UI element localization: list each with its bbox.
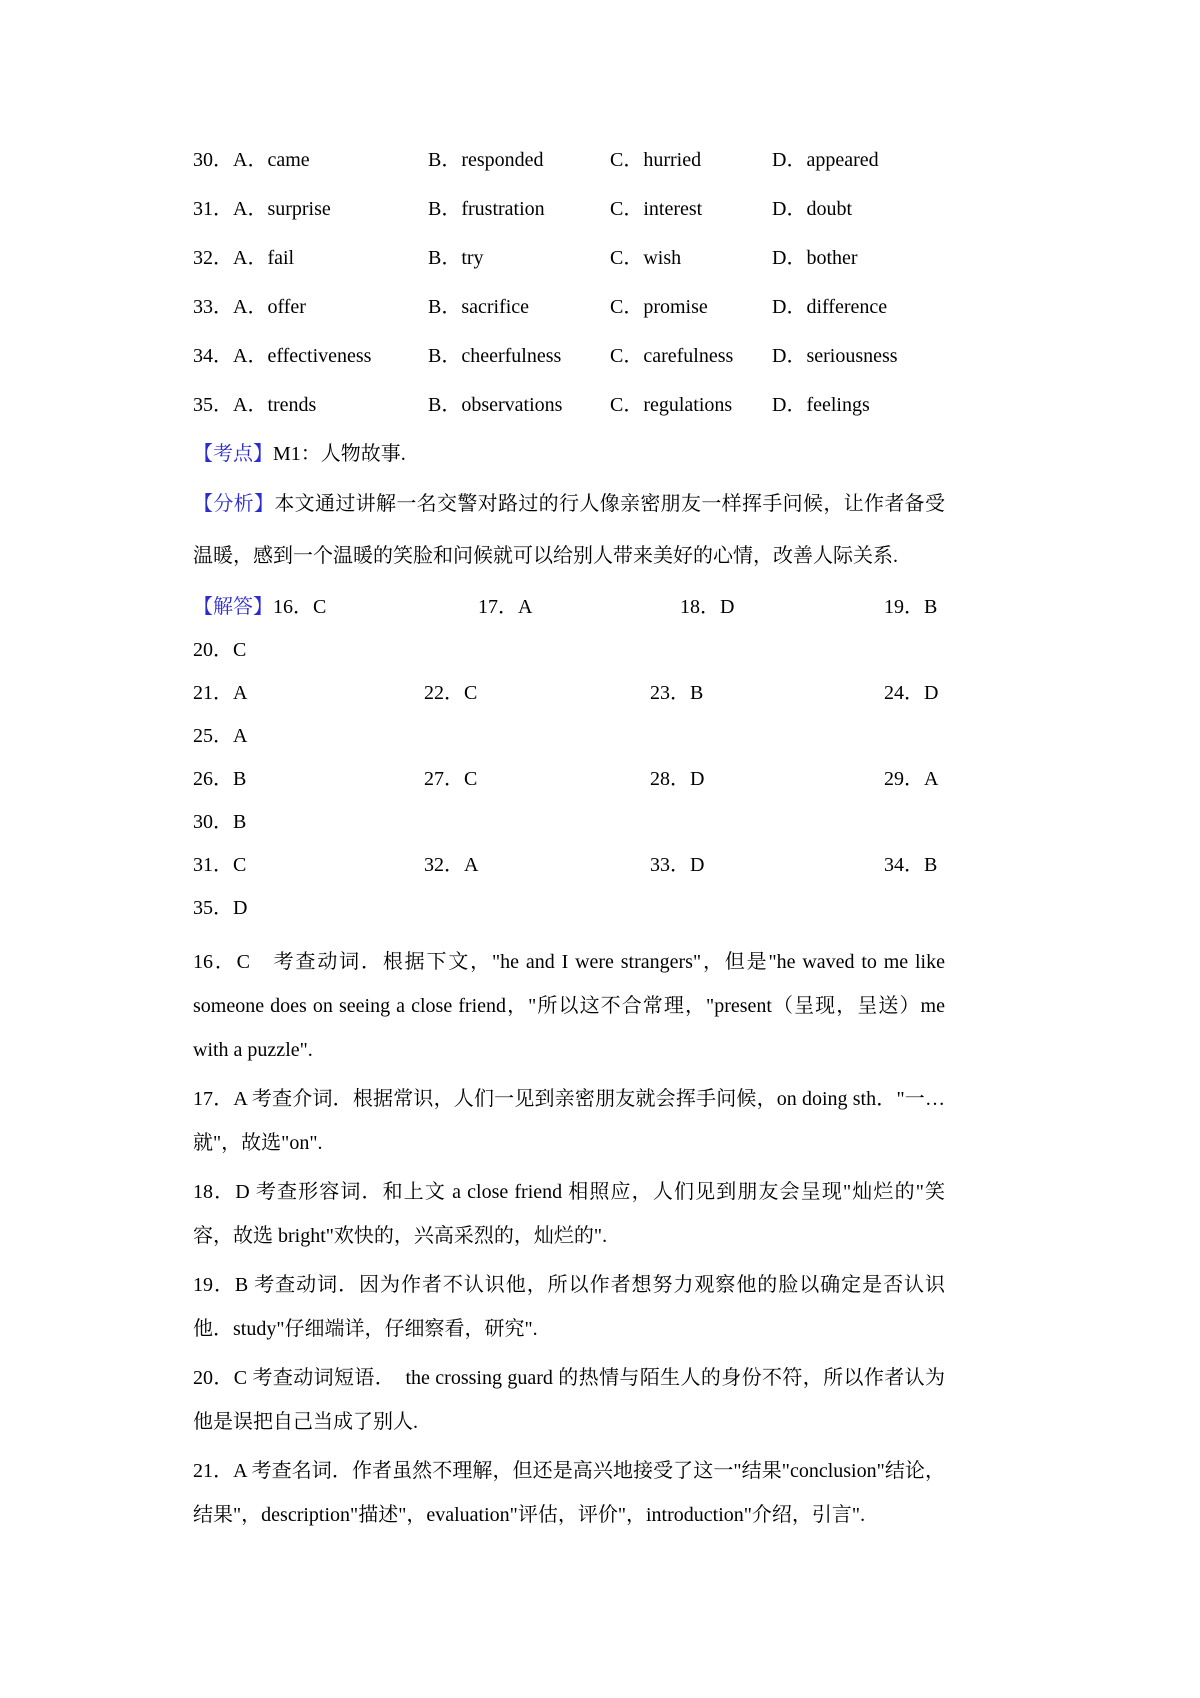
answer-cell: 30．B	[193, 811, 247, 833]
explanation-18: 18．D 考查形容词．和上文 a close friend 相照应，人们见到朋友会呈现"灿烂的"笑容，故选 bright"欢快的，兴高采烈的，灿烂的".	[193, 1181, 945, 1247]
question-row-34	[193, 332, 945, 381]
question-row-31	[193, 185, 945, 234]
option-c: C．promise	[610, 296, 708, 318]
answer-cell: 21．A	[193, 682, 248, 704]
option-d: D．difference	[772, 296, 888, 318]
answer-cell: 33．D	[650, 854, 705, 876]
answer-cell	[193, 586, 478, 629]
exam-point-line	[193, 431, 945, 478]
option-b: B．cheerfulness	[428, 345, 562, 367]
explanation-20: 20．C 考查动词短语． the crossing guard 的热情与陌生人的身份不符，所以作者认为他是误把自己当成了别人.	[193, 1367, 945, 1433]
analysis-label: 【分析】	[193, 493, 275, 515]
option-d: D．seriousness	[772, 345, 898, 367]
answer-row	[193, 586, 945, 629]
explanation-21: 21．A 考查名词．作者虽然不理解，但还是高兴地接受了这一"结果"conclusion"结论，结果"，description"描述"，evaluation"评估，评价"，introduction"介绍，引言".	[193, 1460, 945, 1526]
answer-cell: 18．D	[680, 596, 735, 618]
explanation-17: 17．A 考查介词．根据常识，人们一见到亲密朋友就会挥手问候，on doing sth．"一…就"，故选"on".	[193, 1088, 945, 1154]
option-a: 31．A．surprise	[193, 198, 331, 220]
answer-row	[193, 672, 945, 715]
option-b: B．frustration	[428, 198, 545, 220]
option-c: C．hurried	[610, 149, 702, 171]
question-row-35	[193, 381, 945, 430]
question-row-33	[193, 283, 945, 332]
answer-cell: 17．A	[478, 596, 533, 618]
answer-cell: 25．A	[193, 725, 248, 747]
exam-point-label: 【考点】	[193, 443, 273, 465]
explanation-19: 19．B 考查动词．因为作者不认识他，所以作者想努力观察他的脸以确定是否认识他．study"仔细端详，仔细察看，研究".	[193, 1274, 945, 1340]
option-a: 34．A．effectiveness	[193, 345, 372, 367]
answer-cell: 28．D	[650, 768, 705, 790]
option-b: B．sacrifice	[428, 296, 530, 318]
answer-label: 【解答】	[193, 596, 273, 618]
option-b: B．observations	[428, 394, 563, 416]
answer-row	[193, 758, 945, 801]
answer-cell: 32．A	[424, 854, 479, 876]
answer-cell: 23．B	[650, 682, 704, 704]
analysis-paragraph	[193, 478, 945, 582]
explanations-section	[193, 940, 945, 1537]
answer-cell: 29．A	[884, 768, 939, 790]
answer-cell: 22．C	[424, 682, 478, 704]
option-d: D．feelings	[772, 394, 870, 416]
answer-cell: 27．C	[424, 768, 478, 790]
question-row-32	[193, 234, 945, 283]
option-a: 30．A．came	[193, 149, 310, 171]
answer-cell: 31．C	[193, 854, 247, 876]
answer-row	[193, 801, 945, 844]
option-a: 35．A．trends	[193, 394, 317, 416]
option-b: B．try	[428, 247, 484, 269]
option-c: C．wish	[610, 247, 682, 269]
option-b: B．responded	[428, 149, 544, 171]
answer-cell: 34．B	[884, 854, 938, 876]
answer-cell: 35．D	[193, 897, 248, 919]
option-c: C．regulations	[610, 394, 733, 416]
exam-point-text: M1：人物故事.	[273, 443, 406, 465]
option-a: 32．A．fail	[193, 247, 295, 269]
question-row-30	[193, 136, 945, 185]
option-d: D．doubt	[772, 198, 852, 220]
option-c: C．carefulness	[610, 345, 734, 367]
option-d: D．appeared	[772, 149, 879, 171]
option-d: D．bother	[772, 247, 858, 269]
option-a: 33．A．offer	[193, 296, 306, 318]
answer-row	[193, 629, 945, 672]
answer-cell: 24．D	[884, 682, 939, 704]
answer-row	[193, 887, 945, 930]
answer-cell: 20．C	[193, 639, 247, 661]
answer-value: 16．C	[273, 596, 327, 618]
option-c: C．interest	[610, 198, 703, 220]
analysis-text: 本文通过讲解一名交警对路过的行人像亲密朋友一样挥手问候，让作者备受温暖，感到一个温暖的笑脸和问候就可以给别人带来美好的心情，改善人际关系.	[193, 493, 946, 567]
question-options-section	[193, 136, 945, 430]
answer-row	[193, 715, 945, 758]
explanation-16: 16．C 考查动词．根据下文，"he and I were strangers"，但是"he waved to me like someone does on seeing a close friend，"所以这不合常理，"present（呈现，呈送）me with a puzzle".	[193, 951, 945, 1061]
answer-row	[193, 844, 945, 887]
answer-cell: 19．B	[884, 596, 938, 618]
answer-key-section	[193, 586, 945, 930]
answer-cell: 26．B	[193, 768, 247, 790]
